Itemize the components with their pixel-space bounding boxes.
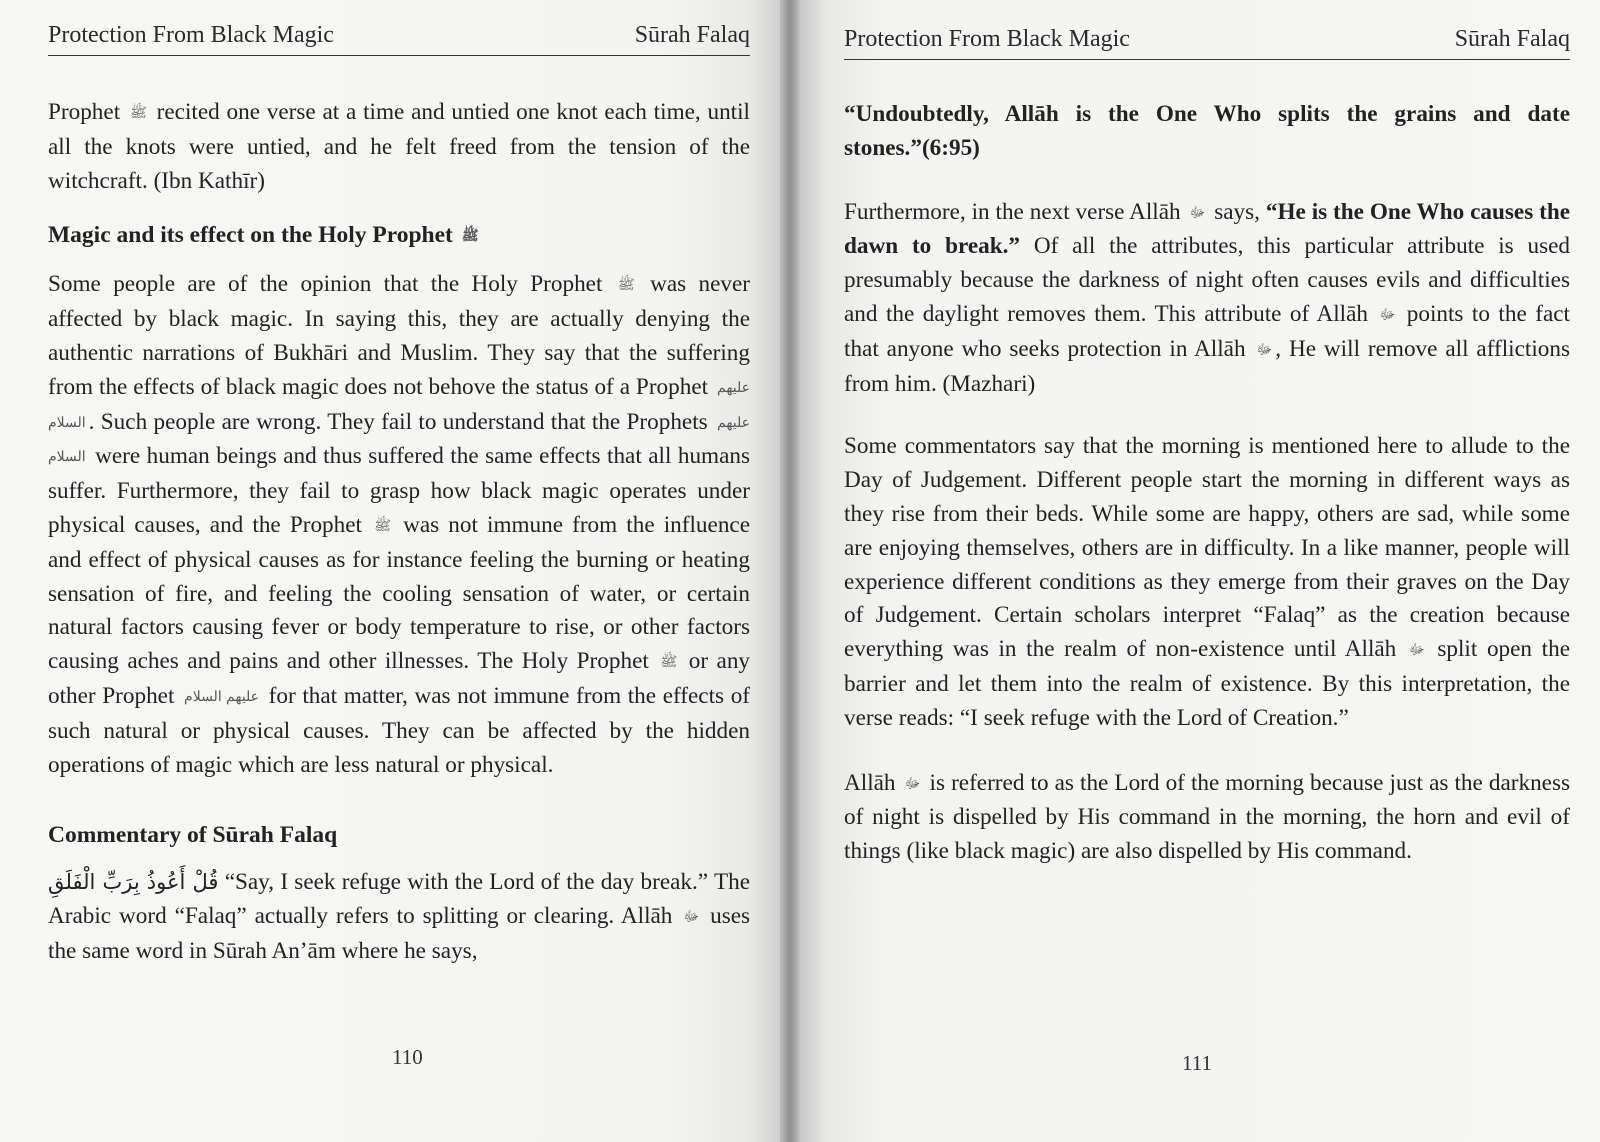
salutation-icon: عليهم السلام bbox=[184, 689, 260, 705]
text-run: Allāh bbox=[844, 769, 896, 796]
text-run: Some people are of the opinion that the Holy Prophet bbox=[48, 271, 603, 298]
salutation-icon: ﷻ bbox=[1256, 342, 1273, 358]
paragraph-commentators bbox=[844, 430, 1570, 735]
section-heading-commentary: Commentary of Sūrah Falaq bbox=[48, 822, 338, 849]
page-number: 110 bbox=[392, 1045, 423, 1069]
text-run: points to the fact that anyone who seeks protection in Allāh bbox=[844, 300, 1570, 362]
text-run: Furthermore, in the next verse Allāh bbox=[844, 198, 1181, 225]
page-number: 111 bbox=[1182, 1051, 1212, 1075]
paragraph-dawn bbox=[844, 196, 1570, 402]
salutation-icon: ﷺ bbox=[374, 518, 391, 534]
text-run: was never affected by black magic. In saying this, they are actually denying the authentic narrations of Bukhāri and Muslim. They say that the suffering from the effects of black magic does not behove the status of a Prophet bbox=[48, 271, 751, 400]
right-page bbox=[802, 0, 1600, 1142]
book-gutter bbox=[780, 0, 802, 1142]
salutation-icon: عليهم السلام bbox=[48, 380, 750, 431]
running-header bbox=[844, 26, 1570, 60]
text-run: “Say, I seek refuge with the Lord of the day break.” The Arabic word “Falaq” actually refers to splitting or clearing. Allāh bbox=[48, 869, 750, 930]
text-run: uses the same word in Sūrah An’ām where he says, bbox=[48, 903, 751, 964]
salutation-icon: ﷻ bbox=[683, 910, 700, 926]
text-run: recited one verse at a time and untied one knot each time, until all the knots were untied, and he felt freed from the tension of the witchcraft. (Ibn Kathīr) bbox=[48, 99, 750, 194]
arabic-verse: قُلْ أَعُوذُ بِرَبِّ الْفَلَقِ bbox=[48, 870, 219, 895]
verse-reference: (6:95) bbox=[921, 134, 980, 161]
header-chapter: Sūrah Falaq bbox=[1454, 26, 1570, 52]
paragraph-knots bbox=[48, 96, 750, 198]
text-run: were human beings and thus suffered the same effects that all humans suffer. Furthermore, they fail to grasp how black magic operates under physical causes, and the Prophet bbox=[48, 443, 750, 538]
salutation-icon: ﷺ bbox=[617, 278, 635, 294]
paragraph-quote bbox=[844, 98, 1570, 166]
text-run: or any other Prophet bbox=[48, 648, 751, 709]
quote-text: “Undoubtedly, Allāh is the One Who splits the grains and date stones.” bbox=[844, 101, 1570, 161]
header-chapter: Sūrah Falaq bbox=[634, 22, 750, 48]
running-header bbox=[48, 22, 750, 56]
salutation-icon: ﷺ bbox=[129, 106, 147, 121]
quote-text: “He is the One Who causes the dawn to break.” bbox=[844, 198, 1571, 260]
salutation-icon: ﷺ bbox=[461, 229, 479, 245]
text-run: split open the barrier and let them into the realm of existence. By this interpretation, the verse reads: “I seek refuge with the Lord of Creation.” bbox=[844, 636, 1570, 731]
paragraph-opinion bbox=[48, 268, 750, 782]
text-run: for that matter, was not immune from the effects of such natural or physical causes. They can be affected by the hidden operations of magic which are less natural or physical. bbox=[48, 682, 751, 778]
text-run: . Such people are wrong. They fail to understand that the Prophets bbox=[88, 408, 708, 435]
salutation-icon: ﷻ bbox=[1408, 643, 1425, 659]
paragraph-lord-of-morning bbox=[844, 767, 1570, 869]
left-page bbox=[0, 0, 780, 1142]
paragraph-falaq bbox=[48, 866, 750, 968]
text-run: Prophet bbox=[48, 99, 121, 125]
heading-text: Magic and its effect on the Holy Prophet bbox=[48, 222, 453, 249]
text-run: says, bbox=[1214, 198, 1260, 225]
text-run: Of all the attributes, this particular attribute is used presumably because the darkness of night often causes evils and difficulties and the daylight removes them. This attribute of Allāh bbox=[844, 233, 1571, 327]
salutation-icon: ﷻ bbox=[1379, 307, 1396, 323]
salutation-icon: ﷻ bbox=[1189, 205, 1206, 221]
text-run: , He will remove all afflictions from him. (Mazhari) bbox=[844, 335, 1571, 397]
salutation-icon: ﷻ bbox=[904, 776, 921, 792]
header-title: Protection From Black Magic bbox=[844, 26, 1130, 52]
salutation-icon: ﷺ bbox=[660, 655, 678, 671]
section-heading-magic bbox=[48, 218, 750, 254]
text-run: is referred to as the Lord of the morning because just as the darkness of night is dispelled by His command in the morning, the horn and evil of things (like black magic) are also dispelled by His command. bbox=[844, 769, 1571, 865]
text-run: Some commentators say that the morning is mentioned here to allude to the Day of Judgement. Different people start the morning in different ways as they rise from their beds. While some are happy, others are sad, while some are enjoying themselves, others are in difficulty. In a like manner, people will experience different conditions as they emerge from their graves on the Day of Judgement. Certain scholars interpret “Falaq” as the creation because everything was in the realm of non-existence until Allāh bbox=[844, 433, 1570, 663]
header-title: Protection From Black Magic bbox=[48, 22, 334, 48]
salutation-icon: عليهم السلام bbox=[48, 415, 751, 466]
text-run: was not immune from the influence and effect of physical causes as for instance feeling the burning or heating sensation of fire, and feeling the cooling sensation of water, or certain natural factors causing fever or body temperature to rise, or other factors causing aches and pains and other illnesses. The Holy Prophet bbox=[48, 511, 750, 675]
